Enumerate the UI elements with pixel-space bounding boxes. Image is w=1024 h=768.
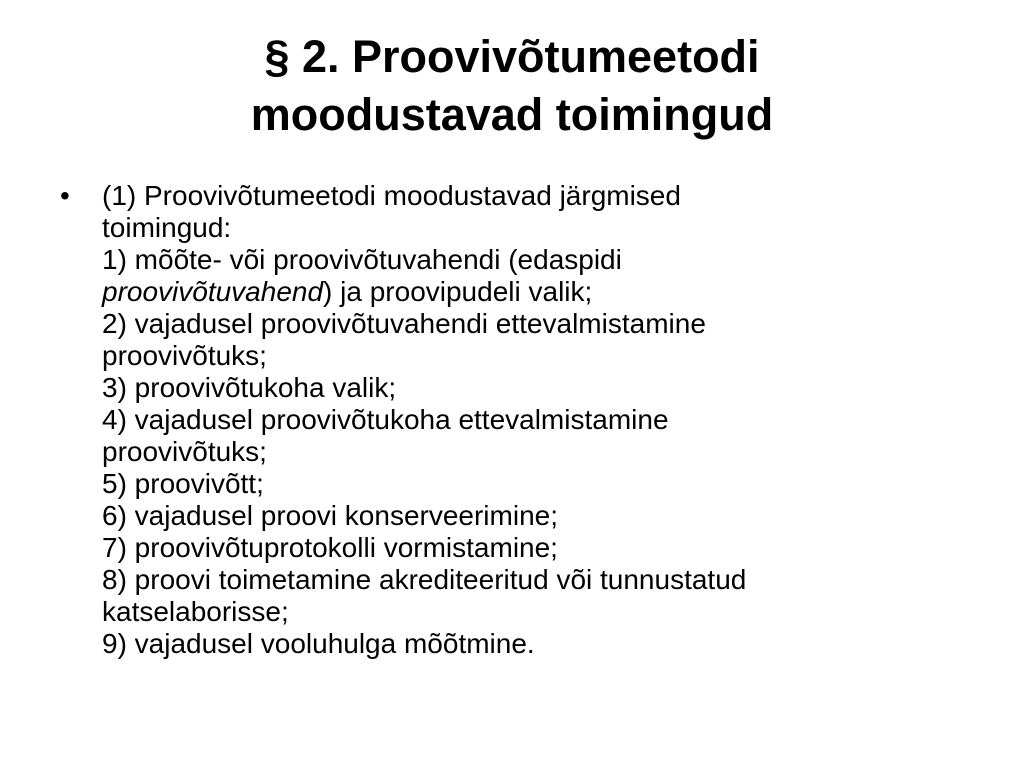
- item-2-line-1: 2) vajadusel proovivõtuvahendi ettevalmistamine: [102, 308, 706, 339]
- bullet-marker: •: [60, 180, 70, 211]
- item-9: 9) vajadusel vooluhulga mõõtmine.: [102, 628, 535, 659]
- slide-title-line-1: § 2. Proovivõtumeetodi: [264, 31, 760, 82]
- item-3: 3) proovivõtukoha valik;: [102, 372, 397, 403]
- item-8-line-2: katselaborisse;: [102, 596, 289, 627]
- item-5: 5) proovivõtt;: [102, 468, 264, 499]
- intro-line-1: (1) Proovivõtumeetodi moodustavad järgmised: [102, 180, 681, 211]
- item-1-line-2-rest: ) ja proovipudeli valik;: [323, 276, 593, 307]
- item-2-line-2: proovivõtuks;: [102, 340, 267, 371]
- item-1-line-2: [102, 276, 960, 308]
- slide-title-line-2: moodustavad toimingud: [250, 89, 774, 140]
- bullet-text: [102, 180, 960, 660]
- item-6: 6) vajadusel proovi konserveerimine;: [102, 500, 558, 531]
- item-1-italic-term: proovivõtuvahend: [102, 276, 324, 307]
- slide-title: [60, 28, 964, 144]
- intro-line-2: toimingud:: [102, 212, 232, 243]
- item-4-line-1: 4) vajadusel proovivõtukoha ettevalmistamine: [102, 404, 669, 435]
- item-1-line-1: 1) mõõte- või proovivõtuvahendi (edaspidi: [102, 244, 622, 275]
- bullet-list-item: [60, 180, 960, 660]
- item-7: 7) proovivõtuprotokolli vormistamine;: [102, 532, 558, 563]
- item-4-line-2: proovivõtuks;: [102, 436, 267, 467]
- item-8-line-1: 8) proovi toimetamine akrediteeritud või tunnustatud: [102, 564, 747, 595]
